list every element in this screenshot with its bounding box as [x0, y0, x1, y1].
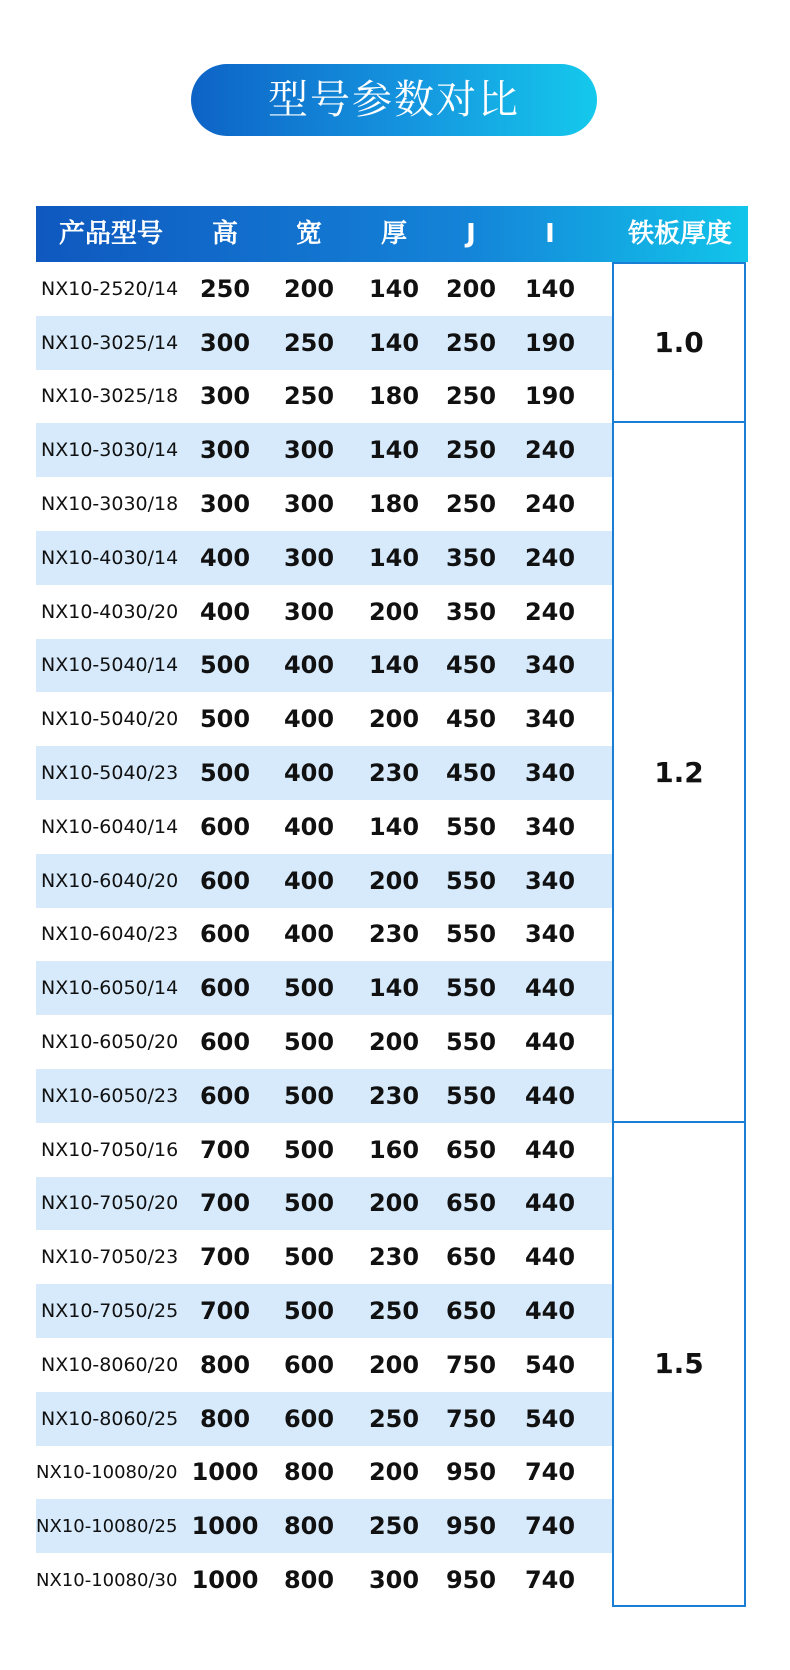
j-cell: 750: [445, 1350, 497, 1379]
thickness-cell: 200: [368, 597, 420, 626]
thickness-cell: 200: [368, 705, 420, 734]
j-cell: 550: [445, 920, 497, 949]
width-cell: 500: [283, 1135, 335, 1164]
i-cell: 740: [524, 1512, 576, 1541]
j-cell: 550: [445, 866, 497, 895]
j-cell: 250: [445, 328, 497, 357]
table-row: [36, 262, 612, 316]
j-cell: 450: [445, 651, 497, 680]
width-cell: 300: [283, 436, 335, 465]
thickness-cell: 230: [368, 1243, 420, 1272]
header-j: J: [466, 219, 476, 249]
i-cell: 340: [524, 759, 576, 788]
width-cell: 800: [283, 1458, 335, 1487]
thickness-cell: 140: [368, 812, 420, 841]
model-cell: NX10-8060/25: [41, 1407, 179, 1430]
thickness-cell: 200: [368, 1350, 420, 1379]
table-row: [36, 316, 612, 370]
j-cell: 250: [445, 490, 497, 519]
table-row: [36, 1338, 612, 1392]
height-cell: 600: [199, 866, 251, 895]
i-cell: 440: [524, 1135, 576, 1164]
j-cell: 650: [445, 1243, 497, 1272]
table-row: [36, 1177, 612, 1231]
j-cell: 550: [445, 1028, 497, 1057]
thickness-cell: 200: [368, 1458, 420, 1487]
model-cell: NX10-7050/20: [41, 1192, 179, 1215]
i-cell: 190: [524, 328, 576, 357]
height-cell: 500: [199, 705, 251, 734]
height-cell: 500: [199, 651, 251, 680]
width-cell: 500: [283, 1243, 335, 1272]
thickness-cell: 140: [368, 436, 420, 465]
table-row: [36, 961, 612, 1015]
height-cell: 600: [199, 1028, 251, 1057]
height-cell: 500: [199, 759, 251, 788]
j-cell: 350: [445, 543, 497, 572]
j-cell: 450: [445, 759, 497, 788]
model-cell: NX10-10080/25: [36, 1515, 178, 1537]
j-cell: 950: [445, 1458, 497, 1487]
model-cell: NX10-4030/20: [41, 600, 179, 623]
table-row: [36, 1123, 612, 1177]
j-cell: 250: [445, 436, 497, 465]
j-cell: 200: [445, 274, 497, 303]
table-row: [36, 1015, 612, 1069]
thickness-cell: 140: [368, 274, 420, 303]
model-cell: NX10-5040/23: [41, 762, 179, 785]
width-cell: 500: [283, 1189, 335, 1218]
height-cell: 300: [199, 328, 251, 357]
j-cell: 650: [445, 1135, 497, 1164]
thickness-cell: 200: [368, 1189, 420, 1218]
i-cell: 340: [524, 812, 576, 841]
height-cell: 700: [199, 1135, 251, 1164]
i-cell: 340: [524, 866, 576, 895]
height-cell: 300: [199, 490, 251, 519]
header-i: I: [545, 219, 555, 249]
j-cell: 550: [445, 974, 497, 1003]
model-cell: NX10-6050/20: [41, 1031, 179, 1054]
thickness-cell: 180: [368, 490, 420, 519]
i-cell: 190: [524, 382, 576, 411]
thickness-cell: 160: [368, 1135, 420, 1164]
i-cell: 340: [524, 705, 576, 734]
page-title: 型号参数对比: [191, 64, 597, 136]
i-cell: 240: [524, 543, 576, 572]
i-cell: 340: [524, 920, 576, 949]
table-row: [36, 800, 612, 854]
i-cell: 240: [524, 597, 576, 626]
spec-table-body: [36, 262, 612, 1607]
j-cell: 950: [445, 1566, 497, 1595]
table-header: [36, 206, 748, 262]
model-cell: NX10-5040/14: [41, 654, 179, 677]
model-cell: NX10-7050/16: [41, 1138, 179, 1161]
header-plate-thickness: 铁板厚度: [627, 219, 732, 249]
width-cell: 400: [283, 866, 335, 895]
height-cell: 600: [199, 920, 251, 949]
thickness-cell: 200: [368, 1028, 420, 1057]
model-cell: NX10-6040/23: [41, 923, 179, 946]
width-cell: 500: [283, 974, 335, 1003]
i-cell: 440: [524, 974, 576, 1003]
j-cell: 750: [445, 1404, 497, 1433]
model-cell: NX10-10080/30: [36, 1569, 178, 1591]
table-row: [36, 639, 612, 693]
height-cell: 700: [199, 1297, 251, 1326]
model-cell: NX10-8060/20: [41, 1353, 179, 1376]
table-row: [36, 1553, 612, 1607]
thickness-cell: 250: [368, 1404, 420, 1433]
j-cell: 550: [445, 1081, 497, 1110]
table-row: [36, 370, 612, 424]
width-cell: 600: [283, 1404, 335, 1433]
height-cell: 1000: [191, 1566, 259, 1595]
table-row: [36, 692, 612, 746]
model-cell: NX10-7050/23: [41, 1246, 179, 1269]
thickness-cell: 230: [368, 920, 420, 949]
height-cell: 700: [199, 1243, 251, 1272]
width-cell: 800: [283, 1566, 335, 1595]
model-cell: NX10-6040/20: [41, 869, 179, 892]
thickness-cell: 300: [368, 1566, 420, 1595]
table-row: [36, 746, 612, 800]
table-row: [36, 531, 612, 585]
model-cell: NX10-6040/14: [41, 815, 179, 838]
table-row: [36, 477, 612, 531]
height-cell: 600: [199, 974, 251, 1003]
width-cell: 250: [283, 328, 335, 357]
height-cell: 600: [199, 812, 251, 841]
height-cell: 1000: [191, 1512, 259, 1541]
width-cell: 200: [283, 274, 335, 303]
i-cell: 440: [524, 1297, 576, 1326]
table-row: [36, 1446, 612, 1500]
height-cell: 250: [199, 274, 251, 303]
thickness-cell: 250: [368, 1297, 420, 1326]
plate-thickness-group: 1.0: [612, 262, 746, 423]
width-cell: 300: [283, 543, 335, 572]
height-cell: 1000: [191, 1458, 259, 1487]
model-cell: NX10-6050/23: [41, 1084, 179, 1107]
table-row: [36, 1499, 612, 1553]
thickness-cell: 230: [368, 759, 420, 788]
height-cell: 800: [199, 1350, 251, 1379]
i-cell: 340: [524, 651, 576, 680]
thickness-cell: 200: [368, 866, 420, 895]
width-cell: 500: [283, 1297, 335, 1326]
i-cell: 740: [524, 1566, 576, 1595]
model-cell: NX10-4030/14: [41, 546, 179, 569]
height-cell: 300: [199, 382, 251, 411]
table-row: [36, 908, 612, 962]
i-cell: 540: [524, 1350, 576, 1379]
i-cell: 440: [524, 1189, 576, 1218]
width-cell: 400: [283, 812, 335, 841]
model-cell: NX10-2520/14: [41, 277, 179, 300]
table-row: [36, 1392, 612, 1446]
width-cell: 400: [283, 759, 335, 788]
thickness-cell: 180: [368, 382, 420, 411]
table-row: [36, 1230, 612, 1284]
thickness-cell: 230: [368, 1081, 420, 1110]
i-cell: 540: [524, 1404, 576, 1433]
width-cell: 600: [283, 1350, 335, 1379]
height-cell: 400: [199, 543, 251, 572]
width-cell: 800: [283, 1512, 335, 1541]
model-cell: NX10-10080/20: [36, 1461, 178, 1483]
i-cell: 440: [524, 1243, 576, 1272]
height-cell: 400: [199, 597, 251, 626]
model-cell: NX10-3030/18: [41, 493, 179, 516]
width-cell: 250: [283, 382, 335, 411]
width-cell: 400: [283, 920, 335, 949]
table-row: [36, 1069, 612, 1123]
header-width: 宽: [295, 219, 322, 249]
plate-thickness-group: 1.5: [612, 1123, 746, 1607]
width-cell: 400: [283, 705, 335, 734]
width-cell: 500: [283, 1081, 335, 1110]
model-cell: NX10-3025/14: [41, 331, 179, 354]
i-cell: 740: [524, 1458, 576, 1487]
width-cell: 300: [283, 490, 335, 519]
thickness-cell: 140: [368, 651, 420, 680]
j-cell: 950: [445, 1512, 497, 1541]
height-cell: 300: [199, 436, 251, 465]
header-height: 高: [211, 219, 238, 249]
i-cell: 240: [524, 490, 576, 519]
j-cell: 250: [445, 382, 497, 411]
thickness-cell: 250: [368, 1512, 420, 1541]
model-cell: NX10-6050/14: [41, 977, 179, 1000]
width-cell: 400: [283, 651, 335, 680]
height-cell: 600: [199, 1081, 251, 1110]
j-cell: 350: [445, 597, 497, 626]
model-cell: NX10-5040/20: [41, 708, 179, 731]
i-cell: 240: [524, 436, 576, 465]
table-row: [36, 585, 612, 639]
j-cell: 650: [445, 1297, 497, 1326]
i-cell: 140: [524, 274, 576, 303]
thickness-cell: 140: [368, 543, 420, 572]
plate-thickness-group: 1.2: [612, 423, 746, 1122]
height-cell: 800: [199, 1404, 251, 1433]
model-cell: NX10-7050/25: [41, 1300, 179, 1323]
header-thickness: 厚: [380, 219, 407, 249]
model-cell: NX10-3030/14: [41, 439, 179, 462]
width-cell: 300: [283, 597, 335, 626]
model-cell: NX10-3025/18: [41, 385, 179, 408]
i-cell: 440: [524, 1081, 576, 1110]
j-cell: 550: [445, 812, 497, 841]
thickness-cell: 140: [368, 328, 420, 357]
table-row: [36, 854, 612, 908]
table-row: [36, 423, 612, 477]
height-cell: 700: [199, 1189, 251, 1218]
table-row: [36, 1284, 612, 1338]
thickness-cell: 140: [368, 974, 420, 1003]
width-cell: 500: [283, 1028, 335, 1057]
j-cell: 650: [445, 1189, 497, 1218]
i-cell: 440: [524, 1028, 576, 1057]
j-cell: 450: [445, 705, 497, 734]
header-model: 产品型号: [58, 219, 163, 249]
